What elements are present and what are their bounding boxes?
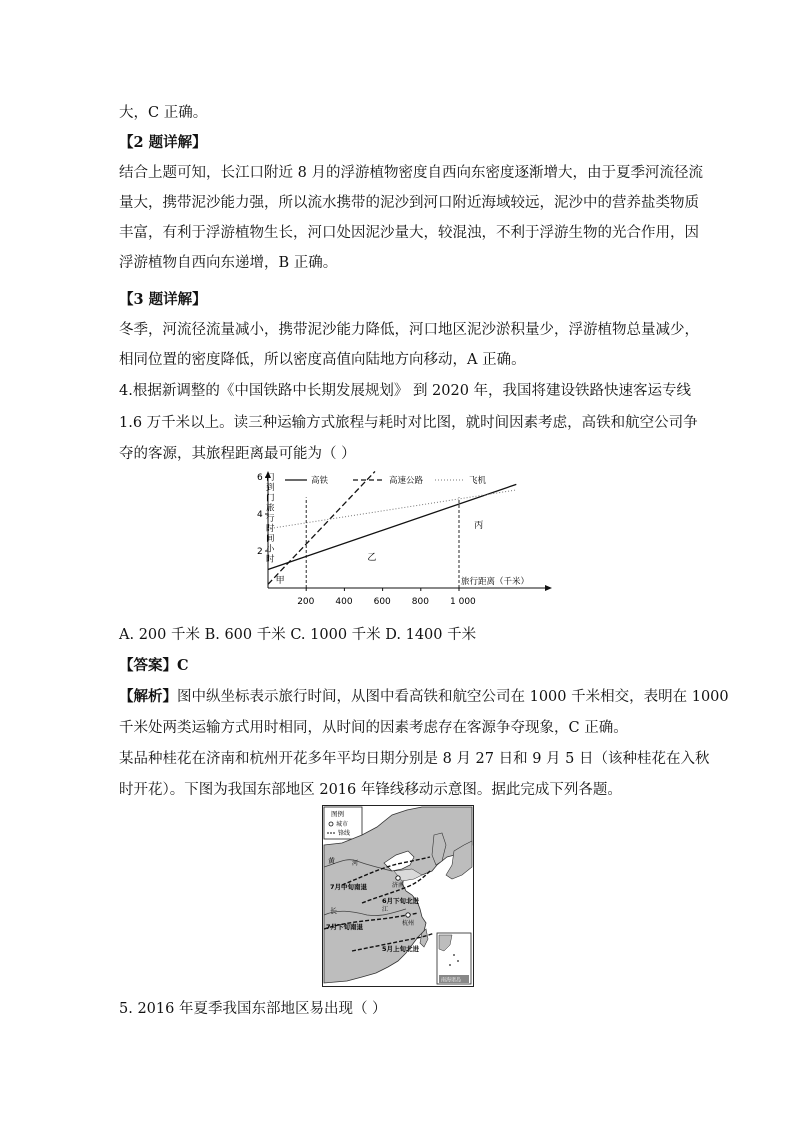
y-axis-label-char: 时 (266, 554, 275, 565)
y-tick-label: 2 (257, 547, 263, 557)
analysis-line-1 (119, 687, 729, 707)
legend-label-plane: 飞机 (469, 476, 487, 486)
x-tick-label: 200 (297, 597, 315, 607)
jinan-city-marker (396, 876, 400, 880)
label-july-late: 7月下旬南退 (326, 923, 364, 931)
y-axis-label-char: 时 (266, 524, 275, 534)
label-jinan: 济南 (392, 882, 405, 889)
map-legend-city: 城市 (336, 821, 349, 828)
intro-line-1: 某品种桂花在济南和杭州开花多年平均日期分别是 8 月 27 日和 9 月 5 日（该种桂花在入秋 (119, 751, 710, 767)
region-label-bing: 丙 (474, 521, 484, 531)
paragraph-3-line-1: 冬季，河流径流量减小，携带泥沙能力降低，河口地区泥沙淤积量少，浮游植物总量减少， (119, 322, 699, 338)
map-legend-front: 锋线 (338, 830, 351, 837)
paragraph-3-line-2: 相同位置的密度降低，所以密度高值向陆地方向移动，A 正确。 (119, 352, 526, 368)
label-hangzhou: 杭州 (402, 920, 415, 927)
answer-continuation: 大，C 正确。 (119, 105, 208, 121)
y-axis-label-char: 行 (266, 513, 275, 524)
paragraph-2-line-4: 浮游植物自西向东递增，B 正确。 (119, 255, 338, 271)
y-tick-label: 4 (257, 510, 263, 520)
analysis-text-1: 图中纵坐标表示旅行时间，从图中看高铁和航空公司在 1000 千米相交，表明在 1000 (177, 689, 729, 705)
inset-island-3 (449, 964, 451, 966)
y-axis-label-char: 到 (266, 483, 275, 494)
intro-line-2: 时开花）。下图为我国东部地区 2016 年锋线移动示意图。据此完成下列各题。 (119, 782, 622, 798)
answer-label: 【答案】C (119, 657, 189, 674)
section-heading-2: 【2 题详解】 (119, 134, 207, 151)
question-4-line-3: 夺的客源，其旅程距离最可能为（ ） (119, 446, 356, 462)
analysis-label: 【解析】 (119, 688, 177, 705)
section-heading-3: 【3 题详解】 (119, 291, 207, 308)
label-he: 河 (352, 860, 359, 867)
inset-island-1 (453, 954, 455, 956)
label-chang: 长 (330, 907, 337, 915)
question-5: 5. 2016 年夏季我国东部地区易出现（ ） (119, 1001, 387, 1017)
answer-options: A. 200 千米 B. 600 千米 C. 1000 千米 D. 1400 千米 (119, 627, 477, 643)
y-tick-label: 6 (257, 473, 263, 483)
map-legend-title: 图例 (331, 810, 344, 818)
y-axis-label-char: 门 (266, 473, 275, 483)
paragraph-2-line-3: 丰富，有利于浮游植物生长，河口处因泥沙量大，较混浊，不利于浮游生物的光合作用，因 (119, 225, 699, 241)
y-axis-label-char: 门 (266, 493, 275, 504)
y-axis-label-char: 间 (266, 534, 275, 545)
x-axis-arrow (545, 585, 552, 591)
hangzhou-city-marker (406, 913, 410, 917)
y-axis-label-char: 小 (266, 544, 275, 555)
label-jiang: 江 (382, 906, 389, 913)
inset-island-2 (457, 960, 459, 962)
region-label-jia: 甲 (275, 576, 285, 586)
legend-label-hsr: 高铁 (311, 476, 329, 486)
label-huang: 黄 (328, 857, 335, 865)
inset-label: 南海诸岛 (441, 977, 462, 984)
label-july-mid: 7月中旬南退 (330, 883, 368, 891)
legend-label-highway: 高速公路 (389, 476, 424, 486)
x-tick-label: 600 (373, 597, 391, 607)
label-june-late: 6月下旬北进 (382, 897, 420, 905)
x-tick-label: 800 (411, 597, 429, 607)
x-tick-label: 1 000 (450, 597, 476, 607)
question-4-line-1: 4.根据新调整的《中国铁路中长期发展规划》 到 2020 年，我国将建设铁路快速客运专线 (119, 383, 692, 399)
question-4-line-2: 1.6 万千米以上。读三种运输方式旅程与耗时对比图，就时间因素考虑，高铁和航空公司争 (119, 415, 698, 431)
transport-time-chart (240, 470, 560, 615)
paragraph-2-line-1: 结合上题可知，长江口附近 8 月的浮游植物密度自西向东密度逐渐增大，由于夏季河流径流 (119, 165, 703, 181)
series-line-highway (268, 471, 375, 584)
y-axis-label-char: 旅 (266, 503, 275, 514)
region-label-yi: 乙 (367, 553, 377, 563)
analysis-line-2: 千米处两类运输方式用时相同，从时间的因素考虑存在客源争夺现象，C 正确。 (119, 720, 628, 736)
label-may-early: 5月上旬北进 (382, 945, 420, 953)
x-axis-label: 旅行距离（千米） (461, 577, 530, 587)
paragraph-2-line-2: 量大，携带泥沙能力强，所以流水携带的泥沙到河口附近海域较远，泥沙中的营养盐类物质 (119, 195, 699, 211)
x-tick-label: 400 (335, 597, 353, 607)
front-movement-map (322, 805, 474, 987)
